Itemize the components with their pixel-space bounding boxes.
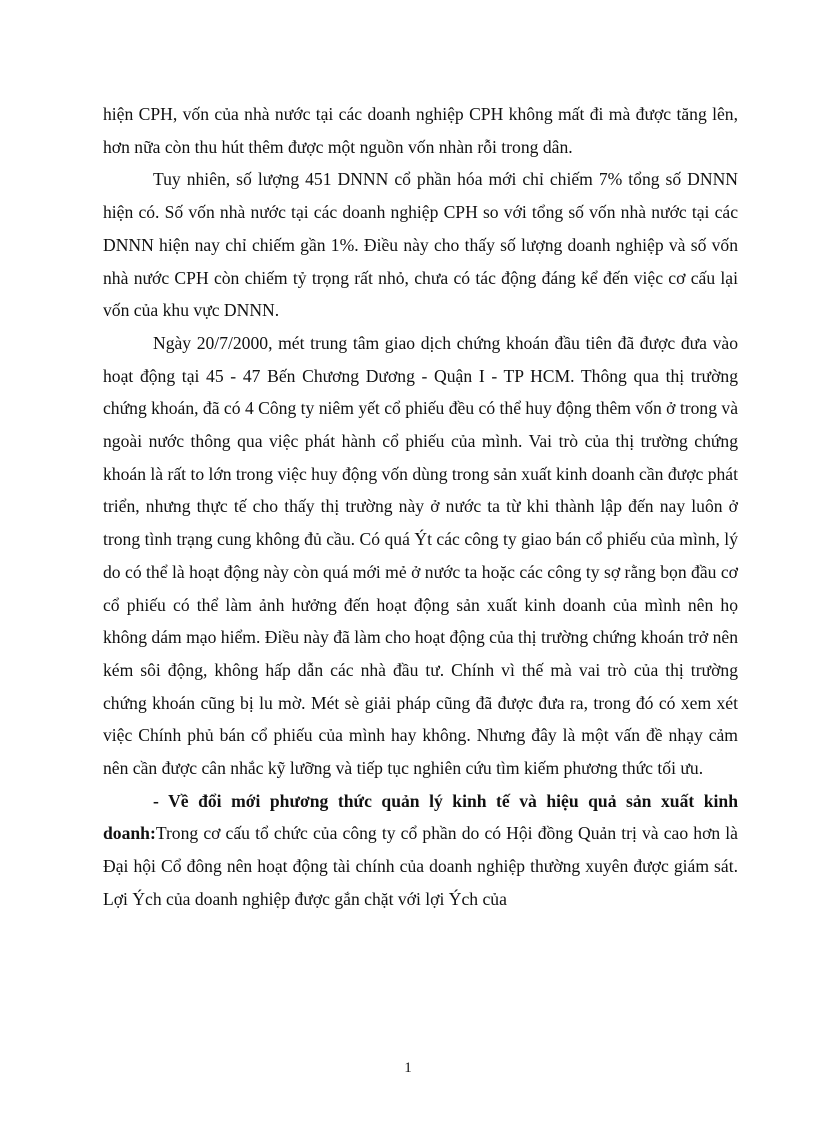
document-body — [103, 98, 738, 916]
paragraph-dnnn-statistics: Tuy nhiên, số lượng 451 DNNN cổ phần hóa mới chỉ chiếm 7% tổng số DNNN hiện có. Số vốn nhà nước tại các doanh nghiệp CPH so với tổng số vốn nhà nước tại các DNNN hiện nay chỉ chiếm gần 1%. Điều này cho thấy số lượng doanh nghiệp và số vốn nhà nước CPH còn chiếm tỷ trọng rất nhỏ, chưa có tác động đáng kể đến việc cơ cấu lại vốn của khu vực DNNN. — [103, 169, 738, 321]
paragraph-bold-heading: - Về đổi mới phương thức quản lý kinh tế và hiệu quả sản xuất kinh doanh: — [103, 790, 738, 844]
page-number: 1 — [404, 1060, 412, 1076]
paragraph-stock-market: Ngày 20/7/2000, mét trung tâm giao dịch chứng khoán đầu tiên đã được đưa vào hoạt động tại 45 - 47 Bến Chương Dương - Quận I - TP HCM. Thông qua thị trường chứng khoán, đã có 4 Công ty niêm yết cổ phiếu đều có thể huy động thêm vốn ở trong và ngoài nước thông qua việc phát hành cổ phiếu của mình. Vai trò của thị trường chứng khoán là rất to lớn trong việc huy động vốn dùng trong sản xuất kinh doanh cần được phát triển, nhưng thực tế cho thấy thị trường này ở nước ta từ khi thành lập đến nay luôn ở trong tình trạng cung không đủ cầu. Có quá Ýt các công ty giao bán cổ phiếu của mình, lý do có thể là hoạt động này còn quá mới mẻ ở nước ta hoặc các công ty sợ rằng bọn đầu cơ cổ phiếu có thể làm ảnh hưởng đến hoạt động sản xuất kinh doanh của mình nên họ không dám mạo hiểm. Điều này đã làm cho hoạt động của thị trường chứng khoán trở nên kém sôi động, không hấp dẫn các nhà đầu tư. Chính vì thế mà vai trò của thị trường chứng khoán cũng bị lu mờ. Mét sè giải pháp cũng đã được đưa ra, trong đó có xem xét việc Chính phủ bán cổ phiếu của mình hay không. Nhưng đây là một vấn đề nhạy cảm nên cần được cân nhắc kỹ lưỡng và tiếp tục nghiên cứu tìm kiếm phương thức tối ưu. — [103, 332, 738, 779]
paragraph-continuation: hiện CPH, vốn của nhà nước tại các doanh nghiệp CPH không mất đi mà được tăng lên, hơn nữa còn thu hút thêm được một nguồn vốn nhàn rỗi trong dân. — [103, 104, 738, 157]
paragraph-management-reform — [103, 785, 738, 916]
paragraph-body-text: Trong cơ cấu tổ chức của công ty cổ phần do có Hội đồng Quản trị và cao hơn là Đại hội Cổ đông nên hoạt động tài chính của doanh nghiệp thường xuyên được giám sát. Lợi Ých của doanh nghiệp được gắn chặt với lợi Ých của — [103, 823, 738, 909]
